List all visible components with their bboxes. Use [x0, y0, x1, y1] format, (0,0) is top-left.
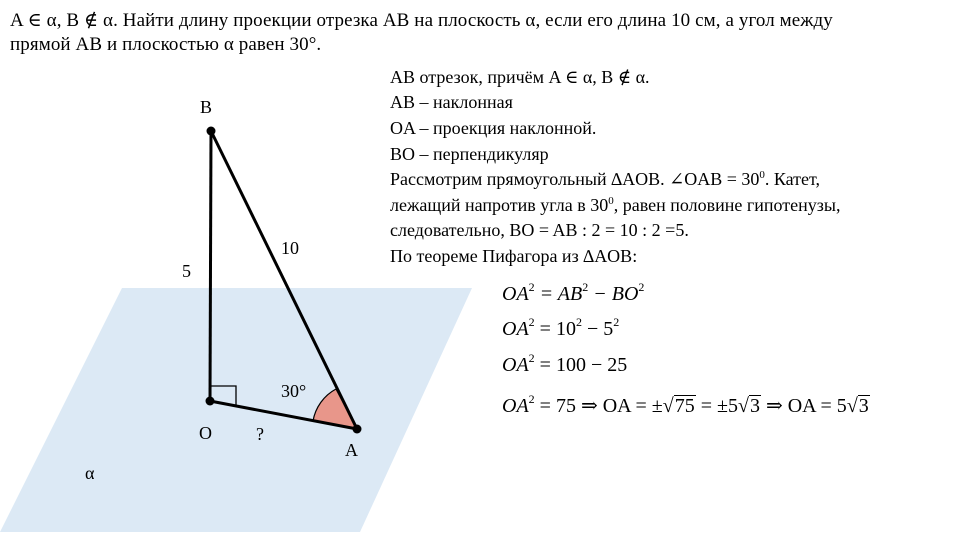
degree-superscript: 0 [759, 169, 765, 181]
problem-statement-line-2: прямой AB и плоскостью α равен 30°. [10, 34, 322, 55]
segment-bo [210, 131, 211, 401]
solution-line-5-text: Рассмотрим прямоугольный ∆AOB. ∠OAB = 30 [390, 169, 760, 189]
formula-2-term-2: = 10 [534, 318, 576, 340]
degree-superscript: 0 [608, 195, 614, 207]
label-bo-length: 5 [182, 261, 191, 281]
formula-4-radicand-2: 3 [749, 395, 760, 417]
formula-4 [502, 393, 870, 418]
problem-statement-line-1: A ∈ α, B ∉ α. Найти длину проекции отрезка AB на плоскость α, если его длина 10 см, а угол между [10, 10, 833, 31]
formula-2 [502, 315, 620, 341]
solution-line-1: AB отрезок, причём A ∈ α, B ∉ α. [390, 67, 650, 87]
formula-4-term: OA [502, 395, 529, 417]
point-b-dot [207, 127, 216, 136]
formula-2-exp-3: 2 [613, 315, 620, 329]
plane-alpha [0, 288, 472, 532]
label-point-b: B [200, 97, 213, 117]
label-point-o: O [199, 423, 212, 443]
solution-line-7: следовательно, BO = AB : 2 = 10 : 2 =5. [390, 220, 689, 240]
point-a-dot [353, 425, 362, 434]
label-point-a: A [345, 440, 358, 460]
solution-line-4: BO – перпендикуляр [390, 144, 549, 164]
label-oa-unknown: ? [256, 424, 264, 444]
formula-2-term: OA [502, 318, 529, 340]
formula-1-exp-3: 2 [638, 280, 645, 294]
solution-line-3: OA – проекция наклонной. [390, 118, 597, 138]
solution-line-5-tail: . Катет, [764, 169, 821, 189]
label-plane-alpha: α [85, 463, 95, 483]
formula-1-term-3: − BO [588, 283, 639, 305]
formula-3-term-2: = 100 − 25 [534, 354, 628, 376]
solution-line-8: По теореме Пифагора из ∆AOB: [390, 246, 638, 266]
formula-1-exp-2: 2 [582, 280, 589, 294]
formula-3-exp: 2 [528, 351, 535, 365]
formula-4-exp: 2 [528, 392, 535, 406]
formula-2-exp: 2 [528, 315, 535, 329]
formula-1-exp: 2 [528, 280, 535, 294]
solution-line-2: AB – наклонная [390, 92, 513, 112]
sqrt-sign-icon: √ [846, 395, 858, 417]
solution-line-5 [390, 166, 820, 192]
formula-4-term-4: ⇒ OA = 5 [760, 395, 847, 417]
label-angle-30: 30° [281, 381, 307, 401]
formula-2-exp-2: 2 [575, 315, 582, 329]
formula-4-term-3: = ±5 [695, 395, 738, 417]
solution-line-6 [390, 192, 841, 218]
sqrt-sign-icon: √ [662, 395, 674, 417]
formula-4-radicand-3: 3 [858, 395, 869, 417]
formula-1-term: OA [502, 283, 529, 305]
point-o-dot [206, 397, 215, 406]
formula-2-term-3: − 5 [581, 318, 614, 340]
sqrt-sign-icon: √ [738, 395, 749, 417]
formula-4-term-2: = 75 ⇒ OA = ± [534, 395, 663, 417]
label-ab-length: 10 [281, 238, 299, 258]
formula-1-term-2: = AB [534, 283, 583, 305]
solution-line-6-text: лежащий напротив угла в 30 [390, 195, 609, 215]
formula-1 [502, 280, 645, 306]
formula-3 [502, 351, 628, 377]
solution-line-6-tail: , равен половине гипотенузы, [613, 195, 841, 215]
formula-4-radicand-1: 75 [674, 395, 695, 417]
formula-3-term: OA [502, 354, 529, 376]
